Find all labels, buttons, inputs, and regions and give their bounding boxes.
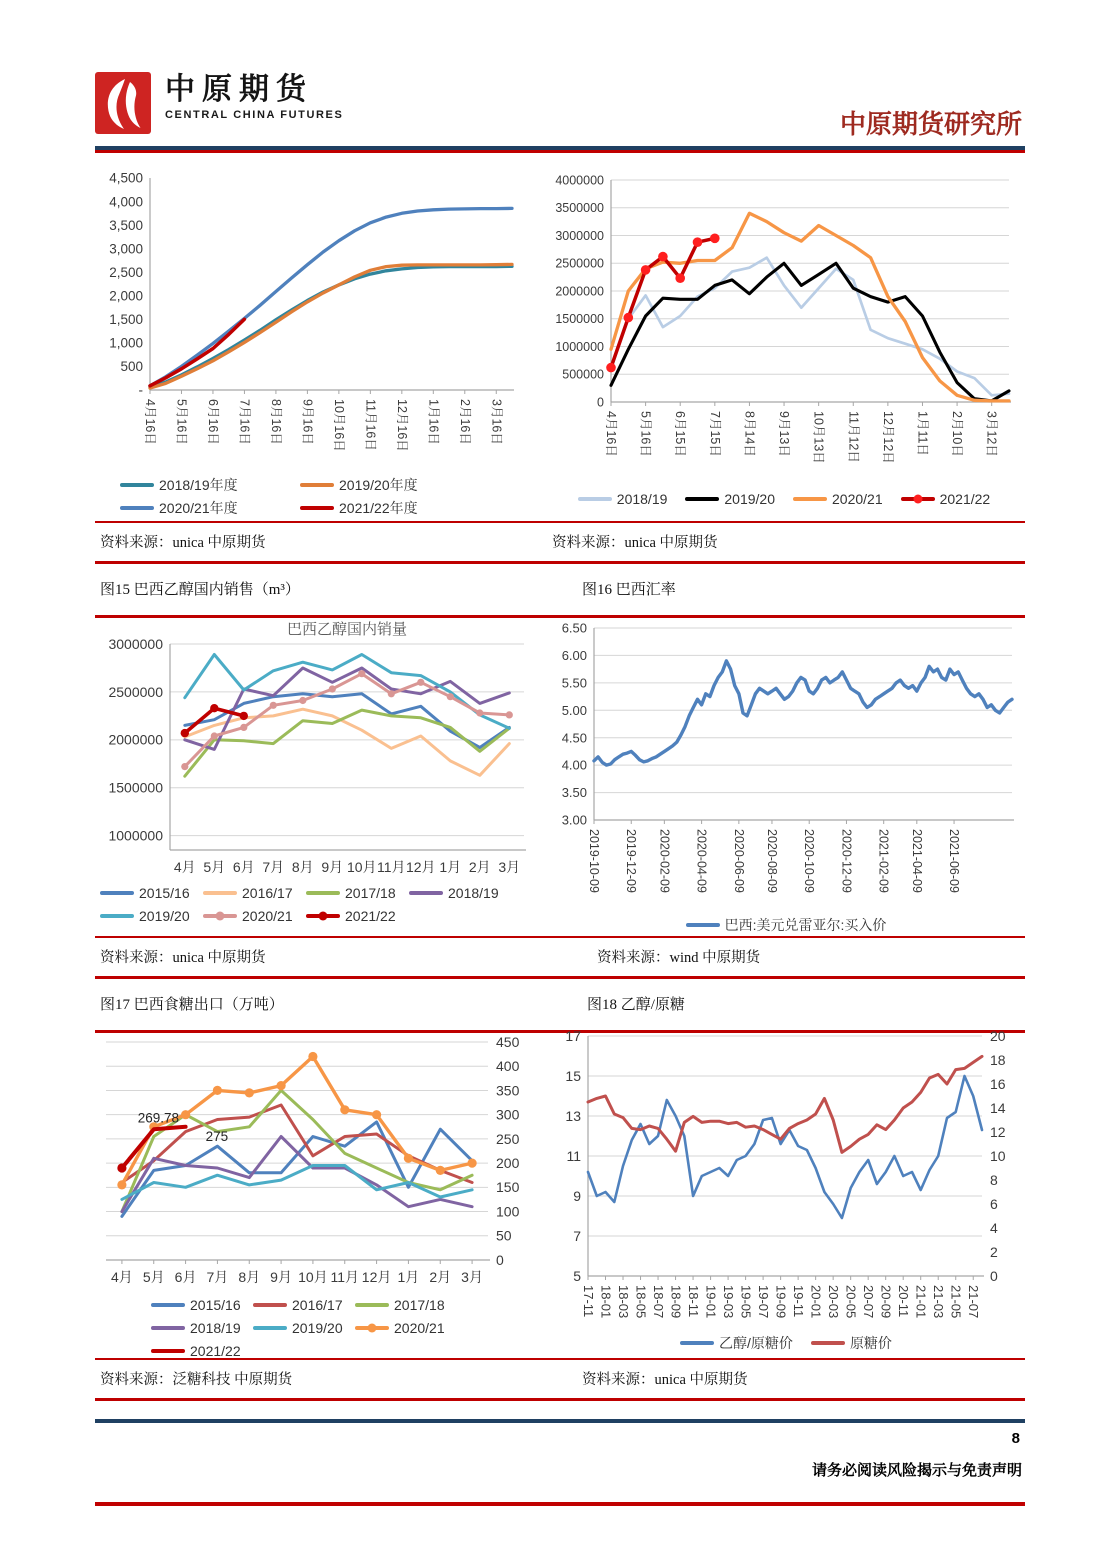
company-name-en: CENTRAL CHINA FUTURES xyxy=(165,109,344,121)
legend-label: 2019/20年度 xyxy=(339,476,418,493)
svg-text:2020-12-09: 2020-12-09 xyxy=(839,829,854,893)
svg-text:500000: 500000 xyxy=(562,367,604,382)
legend-item xyxy=(306,881,409,904)
svg-text:5月: 5月 xyxy=(142,1269,165,1285)
svg-text:4月: 4月 xyxy=(173,859,196,875)
footer-divider-navy xyxy=(95,1419,1025,1423)
svg-text:400: 400 xyxy=(496,1058,520,1075)
svg-text:3.50: 3.50 xyxy=(561,785,587,801)
legend-swatch xyxy=(578,497,612,501)
svg-text:1月: 1月 xyxy=(397,1269,420,1285)
svg-text:3月: 3月 xyxy=(461,1269,483,1285)
chart-brazil-exchange-rate xyxy=(550,616,1022,936)
svg-text:8月: 8月 xyxy=(238,1269,261,1285)
svg-text:10月13日: 10月13日 xyxy=(811,411,826,464)
svg-text:4: 4 xyxy=(990,1219,998,1236)
legend-item xyxy=(680,1331,793,1354)
svg-text:15: 15 xyxy=(565,1067,581,1084)
svg-text:9月: 9月 xyxy=(270,1269,292,1285)
svg-text:2020-04-09: 2020-04-09 xyxy=(694,829,709,893)
svg-text:1,500: 1,500 xyxy=(109,312,143,328)
svg-text:6月15日: 6月15日 xyxy=(673,411,688,457)
svg-text:7月16日: 7月16日 xyxy=(237,399,252,445)
svg-text:450: 450 xyxy=(496,1033,520,1050)
svg-text:1,000: 1,000 xyxy=(109,335,143,351)
svg-text:11月: 11月 xyxy=(376,859,406,875)
svg-text:2500000: 2500000 xyxy=(108,683,163,700)
chart-legend xyxy=(550,1331,1022,1354)
svg-text:4月16日: 4月16日 xyxy=(604,411,618,457)
svg-text:2月10日: 2月10日 xyxy=(950,411,965,457)
svg-text:3000000: 3000000 xyxy=(555,228,604,243)
legend-item xyxy=(300,473,480,496)
svg-text:12: 12 xyxy=(990,1123,1006,1140)
chart-svg xyxy=(550,1024,1022,1326)
legend-label: 2015/16 xyxy=(139,884,190,901)
svg-text:1月11日: 1月11日 xyxy=(915,411,930,456)
svg-text:6月16日: 6月16日 xyxy=(206,399,220,445)
legend-swatch xyxy=(203,891,237,895)
legend-label: 2017/18 xyxy=(394,1296,445,1313)
svg-text:2020-08-09: 2020-08-09 xyxy=(765,829,779,893)
svg-text:2: 2 xyxy=(990,1243,998,1260)
chart-brazil-sugar-exports xyxy=(96,1030,536,1362)
svg-text:21-05: 21-05 xyxy=(948,1285,964,1319)
svg-text:0: 0 xyxy=(597,395,604,410)
company-logo xyxy=(95,72,343,139)
legend-label: 2015/16 xyxy=(190,1296,241,1313)
svg-text:20-03: 20-03 xyxy=(826,1285,842,1319)
svg-text:19-09: 19-09 xyxy=(773,1285,789,1319)
svg-text:1月: 1月 xyxy=(439,859,462,875)
institute-title: 中原期货研究所 xyxy=(839,109,1022,139)
svg-text:2019-10-09: 2019-10-09 xyxy=(587,829,601,893)
svg-text:2020-02-09: 2020-02-09 xyxy=(657,829,672,893)
legend-swatch xyxy=(100,891,134,895)
caption-row-2 xyxy=(95,936,1025,1033)
svg-text:350: 350 xyxy=(496,1082,520,1099)
svg-text:12月: 12月 xyxy=(361,1269,392,1285)
legend-label: 2018/19 xyxy=(448,884,499,901)
svg-text:21-01: 21-01 xyxy=(913,1285,929,1319)
svg-text:8月14日: 8月14日 xyxy=(742,411,757,457)
svg-text:11月12日: 11月12日 xyxy=(846,411,861,463)
svg-text:10月: 10月 xyxy=(298,1269,328,1285)
legend-swatch xyxy=(685,497,719,501)
svg-text:5.50: 5.50 xyxy=(561,675,587,691)
svg-text:-: - xyxy=(138,382,143,398)
svg-text:12月16日: 12月16日 xyxy=(394,399,409,452)
figure-title-16: 图16 巴西汇率 xyxy=(582,582,676,598)
legend-label: 2021/22 xyxy=(345,907,396,924)
svg-text:2月16日: 2月16日 xyxy=(457,399,472,445)
legend-swatch xyxy=(409,891,443,895)
svg-text:21-03: 21-03 xyxy=(931,1285,947,1319)
svg-text:5月: 5月 xyxy=(203,859,226,875)
svg-text:18-03: 18-03 xyxy=(616,1285,631,1319)
svg-text:2000000: 2000000 xyxy=(108,731,163,748)
legend-swatch xyxy=(680,1341,714,1345)
figure-title-15: 图15 巴西乙醇国内销售（m³） xyxy=(100,582,300,598)
caption-row-3 xyxy=(95,1358,1025,1401)
svg-text:300: 300 xyxy=(496,1106,520,1123)
legend-item xyxy=(120,473,300,496)
svg-text:3月12日: 3月12日 xyxy=(984,411,999,457)
svg-text:19-11: 19-11 xyxy=(791,1285,807,1318)
svg-text:0: 0 xyxy=(990,1267,998,1284)
svg-text:3,000: 3,000 xyxy=(109,241,143,257)
svg-text:19-01: 19-01 xyxy=(703,1285,719,1319)
svg-text:17: 17 xyxy=(565,1027,581,1044)
svg-text:4,000: 4,000 xyxy=(109,194,143,210)
svg-text:2021-04-09: 2021-04-09 xyxy=(909,829,924,893)
svg-text:18-11: 18-11 xyxy=(686,1285,702,1318)
caption-row-1 xyxy=(95,521,1025,618)
chart-ethanol-raw-sugar xyxy=(550,1024,1022,1354)
disclaimer-text: 请务必阅读风险揭示与免责声明 xyxy=(811,1462,1022,1479)
svg-text:5: 5 xyxy=(573,1267,581,1284)
source-right-3: 资料来源：unica 中原期货 xyxy=(582,1372,748,1388)
legend-swatch xyxy=(100,914,134,918)
svg-text:100: 100 xyxy=(496,1203,520,1220)
svg-text:18: 18 xyxy=(990,1051,1006,1068)
legend-item xyxy=(355,1316,457,1339)
legend-item xyxy=(100,904,203,927)
legend-item xyxy=(685,487,775,510)
header-divider-red xyxy=(95,150,1025,153)
source-left-2: 资料来源：unica 中原期货 xyxy=(100,950,266,966)
svg-text:8月16日: 8月16日 xyxy=(268,399,283,445)
legend-label: 2020/21年度 xyxy=(159,499,238,516)
svg-text:250: 250 xyxy=(496,1130,520,1147)
legend-swatch xyxy=(793,497,827,501)
svg-text:7: 7 xyxy=(573,1227,581,1244)
legend-swatch xyxy=(355,1303,389,1307)
svg-text:9月: 9月 xyxy=(321,859,344,875)
svg-text:5.00: 5.00 xyxy=(561,702,587,718)
legend-item xyxy=(306,904,409,927)
svg-text:269.78: 269.78 xyxy=(137,1110,180,1126)
svg-text:1500000: 1500000 xyxy=(555,312,604,327)
legend-swatch xyxy=(253,1326,287,1330)
svg-text:20-05: 20-05 xyxy=(843,1285,859,1319)
company-name-cn: 中原期货 xyxy=(165,73,313,106)
svg-text:1000000: 1000000 xyxy=(555,339,604,354)
legend-label: 2018/19 xyxy=(190,1319,241,1336)
svg-text:18-05: 18-05 xyxy=(633,1285,649,1319)
svg-text:50: 50 xyxy=(496,1227,512,1244)
legend-item xyxy=(151,1316,253,1339)
chart-brazil-cumulative-production xyxy=(96,168,524,519)
figure-title-18: 图18 乙醇/原糖 xyxy=(587,997,685,1013)
chart-brazil-ethanol-domestic-sales xyxy=(98,614,538,927)
svg-text:6.50: 6.50 xyxy=(561,620,587,636)
svg-text:1000000: 1000000 xyxy=(108,827,163,844)
legend-item xyxy=(300,496,480,519)
page-number: 8 xyxy=(1011,1430,1020,1447)
svg-text:9: 9 xyxy=(573,1187,581,1204)
svg-text:4.50: 4.50 xyxy=(561,730,587,746)
company-logo-icon xyxy=(95,72,151,139)
svg-text:5月16日: 5月16日 xyxy=(638,411,653,457)
legend-swatch xyxy=(120,483,154,487)
svg-text:2,500: 2,500 xyxy=(109,264,143,280)
svg-text:10月16日: 10月16日 xyxy=(331,399,346,452)
svg-text:4,500: 4,500 xyxy=(109,170,143,186)
svg-text:5月16日: 5月16日 xyxy=(174,399,189,445)
svg-text:1月16日: 1月16日 xyxy=(426,399,441,445)
legend-swatch xyxy=(151,1326,185,1330)
legend-label: 2019/20 xyxy=(139,907,190,924)
svg-text:3月: 3月 xyxy=(498,859,521,875)
svg-text:18-09: 18-09 xyxy=(668,1285,684,1319)
svg-text:19-03: 19-03 xyxy=(721,1285,737,1319)
legend-label: 2016/17 xyxy=(292,1296,343,1313)
legend-item xyxy=(253,1316,355,1339)
svg-text:18-01: 18-01 xyxy=(598,1285,614,1319)
legend-item xyxy=(901,487,991,510)
legend-label: 2020/21 xyxy=(242,907,293,924)
source-right-1: 资料来源：unica 中原期货 xyxy=(552,535,718,551)
chart-legend xyxy=(550,913,1022,936)
svg-text:4月: 4月 xyxy=(111,1269,133,1285)
svg-text:6: 6 xyxy=(990,1195,998,1212)
legend-item xyxy=(203,881,306,904)
svg-text:4.00: 4.00 xyxy=(561,757,587,773)
svg-text:6.00: 6.00 xyxy=(561,647,587,663)
svg-text:巴西乙醇国内销量: 巴西乙醇国内销量 xyxy=(286,621,408,638)
svg-text:4000000: 4000000 xyxy=(555,173,604,188)
chart-legend xyxy=(151,1293,481,1362)
svg-text:3500000: 3500000 xyxy=(555,201,604,216)
legend-label: 2020/21 xyxy=(394,1319,445,1336)
svg-text:7月: 7月 xyxy=(262,859,285,875)
legend-label: 2021/22 xyxy=(939,490,991,507)
legend-swatch xyxy=(811,1341,845,1345)
svg-text:17-11: 17-11 xyxy=(581,1285,596,1318)
svg-text:19-05: 19-05 xyxy=(738,1285,754,1319)
svg-text:16: 16 xyxy=(990,1075,1006,1092)
legend-swatch xyxy=(203,914,237,918)
svg-text:8: 8 xyxy=(990,1171,998,1188)
svg-text:9月13日: 9月13日 xyxy=(777,411,791,457)
legend-swatch xyxy=(901,497,935,501)
legend-item xyxy=(253,1293,355,1316)
svg-text:6月: 6月 xyxy=(232,859,255,875)
legend-item xyxy=(120,496,300,519)
legend-item xyxy=(355,1293,457,1316)
svg-text:3,500: 3,500 xyxy=(109,217,143,233)
svg-text:2021-06-09: 2021-06-09 xyxy=(947,829,962,893)
svg-text:6月: 6月 xyxy=(174,1269,197,1285)
legend-label: 2018/19 xyxy=(616,490,668,507)
legend-label: 2018/19年度 xyxy=(159,476,238,493)
svg-text:2020-06-09: 2020-06-09 xyxy=(731,829,746,893)
figure-title-17: 图17 巴西食糖出口（万吨） xyxy=(100,997,284,1013)
legend-item xyxy=(100,881,203,904)
legend-swatch xyxy=(355,1326,389,1330)
svg-text:3.00: 3.00 xyxy=(561,812,587,828)
svg-text:1500000: 1500000 xyxy=(108,779,163,796)
svg-text:2019-12-09: 2019-12-09 xyxy=(624,829,639,893)
chart-svg xyxy=(550,616,1022,908)
svg-text:10月: 10月 xyxy=(346,859,377,875)
svg-text:4月16日: 4月16日 xyxy=(143,399,157,445)
legend-label: 2019/20 xyxy=(724,490,775,507)
legend-swatch xyxy=(151,1349,185,1353)
legend-swatch xyxy=(300,506,334,510)
chart-legend xyxy=(100,881,536,927)
svg-text:11月: 11月 xyxy=(330,1269,360,1285)
legend-item xyxy=(151,1293,253,1316)
svg-text:150: 150 xyxy=(496,1179,520,1196)
legend-swatch xyxy=(306,891,340,895)
svg-text:7月: 7月 xyxy=(206,1269,229,1285)
legend-label: 2019/20 xyxy=(292,1319,343,1336)
svg-text:12月: 12月 xyxy=(405,859,436,875)
svg-text:8月: 8月 xyxy=(291,859,314,875)
legend-item xyxy=(686,913,887,936)
source-left-1: 资料来源：unica 中原期货 xyxy=(100,535,266,551)
svg-text:2021-02-09: 2021-02-09 xyxy=(876,829,891,893)
legend-label: 乙醇/原糖价 xyxy=(719,1334,793,1351)
chart-svg xyxy=(98,614,538,876)
legend-label: 2017/18 xyxy=(345,884,396,901)
svg-text:20: 20 xyxy=(990,1027,1006,1044)
svg-text:20-07: 20-07 xyxy=(861,1285,877,1319)
chart-legend xyxy=(120,473,500,519)
svg-text:10: 10 xyxy=(990,1147,1006,1164)
svg-text:2020-10-09: 2020-10-09 xyxy=(802,829,817,893)
source-right-2: 资料来源：wind 中原期货 xyxy=(597,950,761,966)
svg-text:12月12日: 12月12日 xyxy=(880,411,895,464)
svg-text:7月15日: 7月15日 xyxy=(707,411,722,457)
svg-text:2000000: 2000000 xyxy=(555,284,604,299)
svg-text:9月16日: 9月16日 xyxy=(300,399,315,445)
svg-text:20-11: 20-11 xyxy=(896,1285,912,1318)
svg-text:500: 500 xyxy=(120,359,143,375)
svg-text:2,000: 2,000 xyxy=(109,288,143,304)
svg-text:2月: 2月 xyxy=(429,1269,452,1285)
legend-item xyxy=(203,904,306,927)
legend-swatch xyxy=(300,483,334,487)
legend-item xyxy=(409,881,512,904)
chart-legend xyxy=(545,487,1023,510)
legend-item xyxy=(793,487,883,510)
svg-text:13: 13 xyxy=(565,1107,581,1124)
legend-label: 2021/22 xyxy=(190,1342,241,1359)
legend-swatch xyxy=(151,1303,185,1307)
svg-text:2月: 2月 xyxy=(468,859,491,875)
svg-text:2500000: 2500000 xyxy=(555,256,604,271)
svg-text:11: 11 xyxy=(566,1147,581,1164)
svg-text:19-07: 19-07 xyxy=(756,1285,772,1319)
chart-svg xyxy=(545,170,1023,482)
svg-text:14: 14 xyxy=(990,1099,1006,1116)
legend-swatch xyxy=(306,914,340,918)
legend-item xyxy=(578,487,668,510)
legend-swatch xyxy=(686,923,720,927)
svg-text:18-07: 18-07 xyxy=(651,1285,666,1319)
legend-label: 巴西:美元兑雷亚尔:买入价 xyxy=(724,916,887,933)
svg-text:20-01: 20-01 xyxy=(808,1285,824,1319)
svg-text:200: 200 xyxy=(496,1155,520,1172)
legend-label: 2020/21 xyxy=(832,490,883,507)
legend-label: 2021/22年度 xyxy=(339,499,418,516)
svg-text:275: 275 xyxy=(205,1128,229,1144)
svg-text:21-07: 21-07 xyxy=(966,1285,982,1319)
svg-text:20-09: 20-09 xyxy=(878,1285,894,1319)
svg-text:3000000: 3000000 xyxy=(108,635,163,652)
legend-label: 原糖价 xyxy=(849,1334,892,1351)
svg-text:11月16日: 11月16日 xyxy=(363,399,378,451)
chart-svg xyxy=(96,1030,536,1288)
footer-divider-red xyxy=(95,1502,1025,1506)
legend-item xyxy=(811,1331,892,1354)
legend-swatch xyxy=(253,1303,287,1307)
svg-text:0: 0 xyxy=(496,1251,504,1268)
chart-brazil-biweekly-production xyxy=(545,170,1023,510)
chart-svg xyxy=(96,168,524,468)
source-left-3: 资料来源：泛糖科技 中原期货 xyxy=(100,1372,293,1388)
legend-label: 2016/17 xyxy=(242,884,293,901)
legend-swatch xyxy=(120,506,154,510)
svg-text:3月16日: 3月16日 xyxy=(489,399,504,445)
